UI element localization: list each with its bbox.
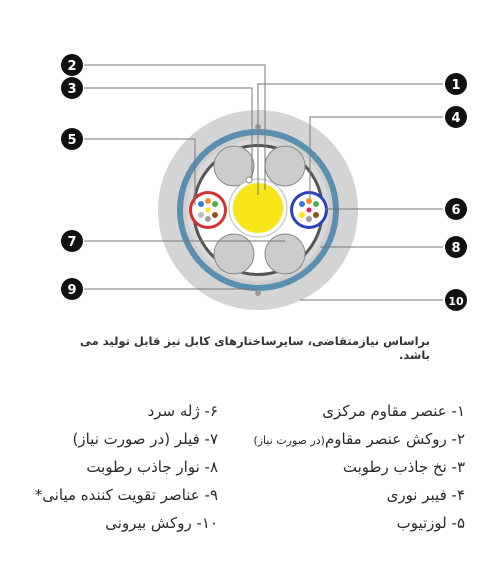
callout-1	[445, 73, 467, 95]
legend-item-6	[148, 402, 218, 420]
callout-4	[445, 106, 467, 128]
svg-text:7: 7	[67, 235, 77, 250]
svg-text:4: 4	[451, 111, 461, 126]
legend-item-4	[387, 486, 465, 504]
svg-text:6: 6	[451, 203, 461, 218]
svg-text:3: 3	[67, 82, 77, 97]
svg-text:10: 10	[448, 295, 464, 308]
legend-item-8	[86, 458, 218, 476]
filler	[214, 234, 254, 274]
svg-text:2: 2	[67, 59, 77, 74]
legend-item-2	[253, 430, 465, 448]
callout-7	[61, 230, 83, 252]
legend-item-3	[343, 458, 465, 476]
legend-text: ۸- نوار جاذب رطوبت	[86, 458, 218, 476]
legend-item-9	[35, 486, 218, 504]
svg-text:9: 9	[67, 283, 77, 298]
legend-item-5	[397, 514, 465, 532]
filler	[265, 146, 305, 186]
legend-text: ۵- لوزتیوب	[396, 514, 465, 532]
intermediate-strength-member	[255, 290, 261, 296]
legend-text: ۱- عنصر مقاوم مرکزی	[322, 402, 465, 420]
callout-2	[61, 54, 83, 76]
svg-text:5: 5	[67, 133, 77, 148]
legend-text: ۶- ژله سرد	[147, 402, 218, 420]
callout-10	[445, 289, 467, 311]
legend-text: ۹- عناصر تقویت کننده میانی*	[34, 486, 218, 504]
callout-9	[61, 278, 83, 300]
legend-item-1	[322, 402, 465, 420]
legend-text: ۷- فیلر (در صورت نیاز)	[72, 430, 218, 448]
legend-text: ۴- فیبر نوری	[386, 486, 465, 504]
water-blocking-yarn	[246, 177, 252, 183]
legend-text: ۳- نخ جاذب رطوبت	[342, 458, 465, 476]
legend-text: ۲- روکش عنصر مقاوم	[324, 430, 465, 448]
legend-item-7	[73, 430, 218, 448]
custom-structure-note: براساس نیازمتقاضی، سایرساختارهای کابل نیز قابل تولید می باشد.	[79, 334, 430, 362]
svg-text:8: 8	[451, 241, 461, 256]
legend-note: (در صورت نیاز)	[253, 434, 325, 447]
callout-3	[61, 77, 83, 99]
legend-item-10	[105, 514, 218, 532]
loose-tube-blue	[290, 191, 328, 229]
callout-5	[61, 128, 83, 150]
legend-text: ۱۰- روکش بیرونی	[105, 514, 218, 532]
filler	[265, 234, 305, 274]
callout-8	[445, 236, 467, 258]
svg-text:1: 1	[451, 78, 461, 93]
callout-6	[445, 198, 467, 220]
